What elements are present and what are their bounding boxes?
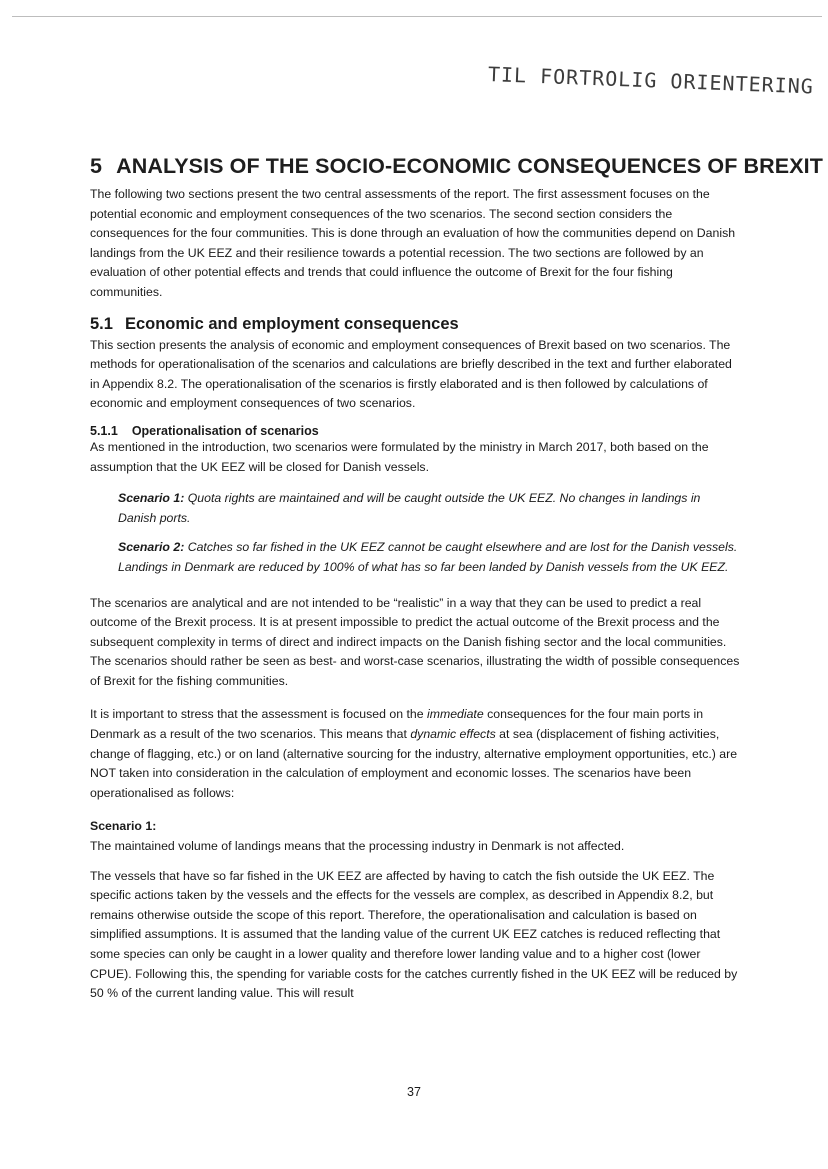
section-number: 5.1 [90, 314, 113, 333]
text-run: at sea (displacement of fishing activities, change of flagging, etc.) or on land (alternative sourcing for the industry, alternative employment opportunities, etc.) are NOT taken into consideration in the calculation of employment and economic losses. The scenarios have been operationalised as follows: [90, 727, 738, 800]
scenario-1-label: Scenario 1: [118, 491, 185, 506]
scenario-1-subheading: Scenario 1: [90, 819, 157, 834]
section-body: This section presents the analysis of economic and employment consequences of Brexit based on two scenarios. The methods for operationalisation of the scenarios and calculations are briefly described in the text and further elaborated in Appendix 8.2. The operationalisation of the scenarios is firstly elaborated and is then followed by calculations of economic and employment consequences of two scenarios. [90, 337, 732, 411]
paragraph-immediate [90, 705, 742, 803]
text-run: It is important to stress that the assessment is focused on the [90, 707, 427, 722]
page-number: 37 [407, 1085, 421, 1099]
subsection-number: 5.1.1 [90, 423, 118, 438]
scenario-1-definition [118, 489, 742, 528]
scenario-1-paragraph-1: The maintained volume of landings means that the processing industry in Denmark is not affected. [90, 839, 625, 854]
page-content [90, 154, 823, 1004]
chapter-number: 5 [90, 154, 103, 178]
scenario-2-label: Scenario 2: [118, 540, 185, 555]
text-run: consequences for the four main ports in Denmark as a result of the two scenarios. This means that [90, 707, 704, 742]
scenario-1-text: Quota rights are maintained and will be caught outside the UK EEZ. No changes in landings in Danish ports. [118, 491, 701, 525]
emphasis-dynamic-effects: dynamic effects [410, 727, 496, 742]
top-rule [12, 16, 822, 17]
section-heading [90, 315, 742, 334]
scenario-2-definition [118, 538, 742, 577]
chapter-heading [90, 154, 823, 179]
chapter-title: ANALYSIS OF THE SOCIO-ECONOMIC CONSEQUENCES OF BREXIT [116, 154, 823, 178]
scenario-2-text: Catches so far fished in the UK EEZ cannot be caught elsewhere and are lost for the Danish vessels. Landings in Denmark are reduced by 100% of what has so far been landed by Danish vessels from the UK EEZ. [118, 540, 738, 574]
subsection-body: As mentioned in the introduction, two scenarios were formulated by the ministry in March 2017, both based on the assumption that the UK EEZ will be closed for Danish vessels. [90, 439, 709, 474]
emphasis-immediate: immediate [426, 707, 484, 722]
section-title: Economic and employment consequences [124, 314, 459, 333]
chapter-intro: The following two sections present the two central assessments of the report. The first assessment focuses on the potential economic and employment consequences of the two scenarios. The second section considers the consequences for the four communities. This is done through an evaluation of how the communities depend on Danish landings from the UK EEZ and their resilience towards a potential recession. The two sections are followed by an evaluation of other potential effects and trends that could influence the outcome of Brexit for the four fishing communities. [90, 187, 736, 299]
subsection-title: Operationalisation of scenarios [131, 423, 319, 438]
confidential-stamp: TIL FORTROLIG ORIENTERING [487, 62, 815, 99]
scenario-1-paragraph-2: The vessels that have so far fished in the UK EEZ are affected by having to catch the fish outside the UK EEZ. The specific actions taken by the vessels and the effects for the vessels are complex, as described in Appendix 8.2, but remains otherwise outside the scope of this report. Therefore, the operationalisation and calculation is based on simplified assumptions. It is assumed that the landing value of the current UK EEZ catches is reduced reflecting that some species can only be caught in a lower quality and therefore lower landing value and to a higher cost (lower CPUE). Following this, the spending for variable costs for the catches currently fished in the UK EEZ will be reduced by 50 % of the current landing value. This will result [90, 868, 738, 1001]
paragraph-realistic: The scenarios are analytical and are not intended to be “realistic” in a way that they can be used to predict a real outcome of the Brexit process. It is at present impossible to predict the actual outcome of the Brexit process and the subsequent complexity in terms of direct and indirect impacts on the Danish fishing sector and the local communities. The scenarios should rather be seen as best- and worst-case scenarios, illustrating the width of possible consequences of Brexit for the fishing communities. [90, 595, 740, 688]
subsection-heading [90, 424, 742, 438]
